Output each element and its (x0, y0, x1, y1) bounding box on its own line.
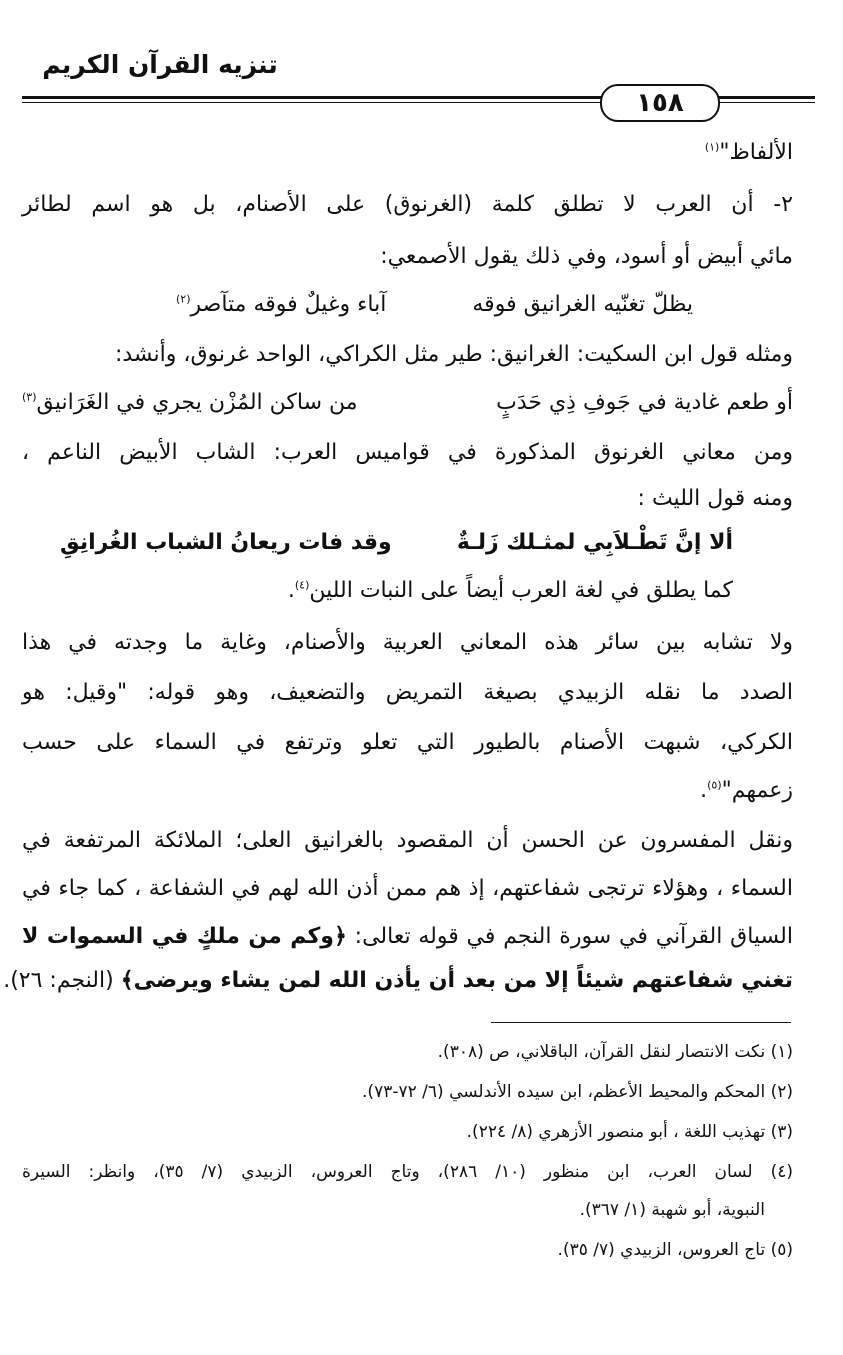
body-line-6: ومنه قول الليث : (637, 486, 793, 511)
verse-3-hemistich-a: ألا إنَّ تَطْـلاَبِي لمثـلك زَلـةٌ (456, 530, 733, 555)
verse-2-hemistich-b: من ساكن المُزْن يجري في الغَرَانيق$^{(٣)}$ (22, 390, 358, 415)
body-line-11: زعمهم"$^{(٥)}$. (700, 778, 793, 803)
body-line-2: ٢- أن العرب لا تطلق كلمة (الغرنوق) على الأصنام، بل هو اسم لطائر (22, 192, 793, 217)
verse-1-hemistich-a: يظلّ تغنّيه الغرانيق فوقه (472, 292, 693, 317)
body-line-1: الألفاظ"$^{(١)}$ (704, 140, 793, 165)
footnote-ref-2: (٢) (176, 292, 191, 306)
quran-verse-part-2: تغني شفاعتهم شيئاً إلا من بعد أن يأذن الله لمن يشاء ويرضى﴾ (120, 968, 793, 993)
body-line-4: ومثله قول ابن السكيت: الغرانيق: طير مثل الكراكي، الواحد غرنوق، وأنشد: (114, 342, 793, 367)
body-line-9: الصدد ما نقله الزبيدي بصيغة التمريض والتضعيف، وهو قوله: "وقيل: هو (22, 680, 793, 705)
running-title: تنزيه القرآن الكريم (42, 50, 278, 79)
footnote-4-continued: النبوية، أبو شهبة (١/ ٣٦٧). (579, 1200, 765, 1220)
footnote-ref-3: (٣) (22, 390, 37, 404)
footnote-1: (١) نكت الانتصار لنقل القرآن، الباقلاني، ص (٣٠٨). (437, 1042, 793, 1062)
body-line-10: الكركي، شبهت الأصنام بالطيور التي تعلو وترتفع في السماء على حسب (22, 730, 793, 755)
footnote-ref-1: (١) (704, 140, 720, 154)
footnote-ref-5: (٥) (707, 778, 722, 792)
verse-2-hemistich-a: أو طعم غادية في جَوفِ ذِي حَدَبٍ (496, 390, 793, 415)
body-line-15: تغني شفاعتهم شيئاً إلا من بعد أن يأذن الله لمن يشاء ويرضى﴾ (النجم: ٢٦). (3, 968, 793, 993)
footnote-4: (٤) لسان العرب، ابن منظور (١٠/ ٢٨٦)، وتاج العروس، الزبيدي (٧/ ٣٥)، وانظر: السيرة (22, 1162, 793, 1182)
body-line-14: السياق القرآني في سورة النجم في قوله تعالى: ﴿وكم من ملكٍ في السموات لا (22, 924, 793, 949)
footnote-ref-4: (٤) (294, 578, 310, 592)
body-line-7: كما يطلق في لغة العرب أيضاً على النبات اللين$^{(٤)}$. (287, 578, 733, 603)
footnote-3: (٣) تهذيب اللغة ، أبو منصور الأزهري (٨/ ٢٢٤). (466, 1122, 793, 1142)
body-line-3: مائي أبيض أو أسود، وفي ذلك يقول الأصمعي: (380, 244, 793, 269)
body-line-8: ولا تشابه بين سائر هذه المعاني العربية والأصنام، وغاية ما وجدته في هذا (22, 630, 793, 655)
body-line-5: ومن معاني الغرنوق المذكورة في قواميس العرب: الشاب الأبيض الناعم ، (22, 440, 793, 465)
quran-verse-part-1: ﴿وكم من ملكٍ في السموات لا (22, 924, 347, 949)
page-number: ١٥٨ (600, 84, 720, 122)
verse-1-hemistich-b: آباء وغيلٌ فوقه متآصر$^{(٢)}$ (176, 292, 387, 317)
verse-3-hemistich-b: وقد فات ريعانُ الشباب الغُرانِقِ (60, 530, 392, 555)
body-line-13: السماء ، وهؤلاء ترتجى شفاعتهم، إذ هم ممن أذن الله لهم في الشفاعة ، كما جاء في (22, 876, 793, 901)
footnote-2: (٢) المحكم والمحيط الأعظم، ابن سيده الأندلسي (٦/ ٧٢-٧٣). (362, 1082, 793, 1102)
body-line-12: ونقل المفسرون عن الحسن أن المقصود بالغرانيق العلى؛ الملائكة المرتفعة في (22, 828, 793, 853)
footnote-separator (491, 1022, 791, 1023)
footnote-5: (٥) تاج العروس، الزبيدي (٧/ ٣٥). (557, 1240, 793, 1260)
